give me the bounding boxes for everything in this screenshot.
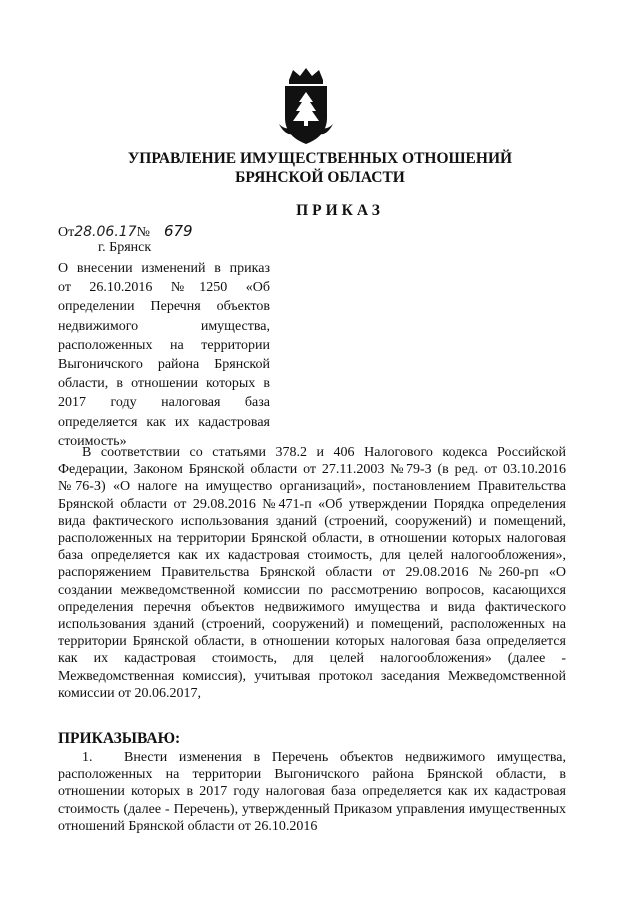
org-line-1: УПРАВЛЕНИЕ ИМУЩЕСТВЕННЫХ ОТНОШЕНИЙ — [127, 150, 513, 167]
subject-line: области, в отношении которых в — [58, 376, 270, 392]
date-number-line — [58, 222, 193, 241]
item-text: Внести изменения в Перечень объектов недвижимого имущества, расположенных на территории Выгоничского района Брянской области, в отношении которых в 2017 году налоговая база определяется как их кадастровая стоимость (далее - Перечень), утвержденный Приказом управления имущественных отношений Брянской области от 26.10.2016 — [58, 750, 566, 834]
subject-line: расположенных на территории — [58, 337, 270, 353]
org-line-2: БРЯНСКОЙ ОБЛАСТИ — [235, 169, 405, 186]
subject-line: недвижимого имущества, — [58, 318, 270, 334]
order-item-paragraph — [58, 749, 566, 835]
subject-line: определяется как их кадастровая — [58, 414, 270, 430]
subject-line: определении Перечня объектов — [58, 299, 270, 315]
subject-line: Выгоничского района Брянской — [58, 357, 270, 373]
order-heading: ПРИКАЗЫВАЮ: — [58, 730, 181, 747]
order-item-1 — [58, 749, 566, 835]
date-prefix: От — [58, 225, 75, 240]
number-prefix: № — [136, 225, 150, 240]
document-type: ПРИКАЗ — [296, 202, 384, 219]
order-subject — [58, 259, 270, 451]
preamble-text: В соответствии со статьями 378.2 и 406 Налогового кодекса Российской Федерации, Законом Брянской области от 27.11.2003 №79-З (в ред. от 03.10.2016 №76-З) «О налоге на имущество организаций», постановлением Правительства Брянской области от 29.08.2016 №471-п «Об утверждении Порядка определения вида фактического использования зданий (строений, сооружений) и помещений, расположенных на территории Брянской области, в отношении которых налоговая база определяется как их кадастровая стоимость, для целей налогообложения», распоряжением Правительства Брянской области от 29.08.2016 №260-рп «О создании межведомственной комиссии по рассмотрению вопросов, касающихся определения перечня объектов недвижимого имущества и вида фактического использования зданий (строений, сооружений) и помещений, расположенных на территории Брянской области, в отношении которых налоговая база определяется как их кадастровая стоимость, для целей налогообложения» (далее - Межведомственная комиссия), учитывая протокол заседания Межведомственной комиссии от 20.06.2017, — [58, 445, 566, 701]
subject-line: стоимость» — [58, 433, 127, 449]
organization-name — [60, 149, 580, 187]
coat-of-arms-icon — [273, 66, 339, 148]
item-number: 1. — [82, 750, 93, 765]
preamble — [58, 444, 566, 702]
subject-line: 2017 году налоговая база — [58, 395, 270, 411]
subject-line: от 26.10.2016 №1250 «Об — [58, 280, 270, 296]
city: г. Брянск — [98, 240, 152, 255]
handwritten-number: 679 — [163, 222, 193, 240]
handwritten-date: 28.06.17 — [74, 224, 137, 240]
subject-line: О внесении изменений в приказ — [58, 261, 270, 276]
